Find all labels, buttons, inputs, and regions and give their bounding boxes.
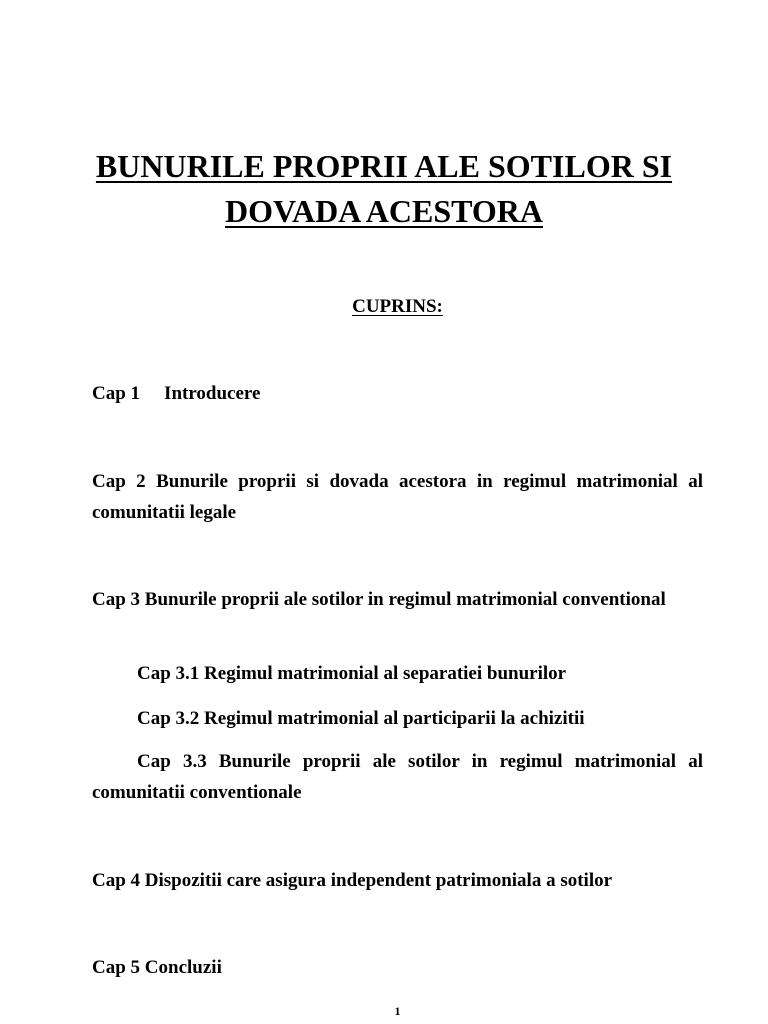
title-line-1: BUNURILE PROPRII ALE SOTILOR SI xyxy=(95,148,673,184)
toc-entry-cap-5: Cap 5 Concluzii xyxy=(92,957,222,978)
toc-entry-label: Cap 1 xyxy=(92,383,141,404)
toc-entry-cap-1 xyxy=(92,378,703,409)
toc-entry-cap-3-3: Cap 3.3 Bunurile proprii ale sotilor in regimul matrimonial al comunitatii conventionale xyxy=(92,751,703,803)
page-number: 1 xyxy=(394,1004,401,1018)
toc-entry-cap-3-1: Cap 3.1 Regimul matrimonial al separatiei bunurilor xyxy=(137,663,567,684)
toc-entry-cap-4: Cap 4 Dispozitii care asigura independent patrimoniala a sotilor xyxy=(92,870,613,891)
document-title xyxy=(60,144,708,234)
toc-entry-cap-3-2: Cap 3.2 Regimul matrimonial al participarii la achizitii xyxy=(137,708,585,729)
toc-entry-cap-2: Cap 2 Bunurile proprii si dovada acestora in regimul matrimonial al comunitatii legale xyxy=(92,471,703,523)
contents-heading xyxy=(0,296,768,318)
contents-heading-text: CUPRINS: xyxy=(352,296,443,317)
toc-entry-cap-3: Cap 3 Bunurile proprii ale sotilor in regimul matrimonial conventional xyxy=(92,589,666,610)
toc-entry-text: Introducere xyxy=(164,383,261,404)
title-line-2: DOVADA ACESTORA xyxy=(224,193,543,229)
